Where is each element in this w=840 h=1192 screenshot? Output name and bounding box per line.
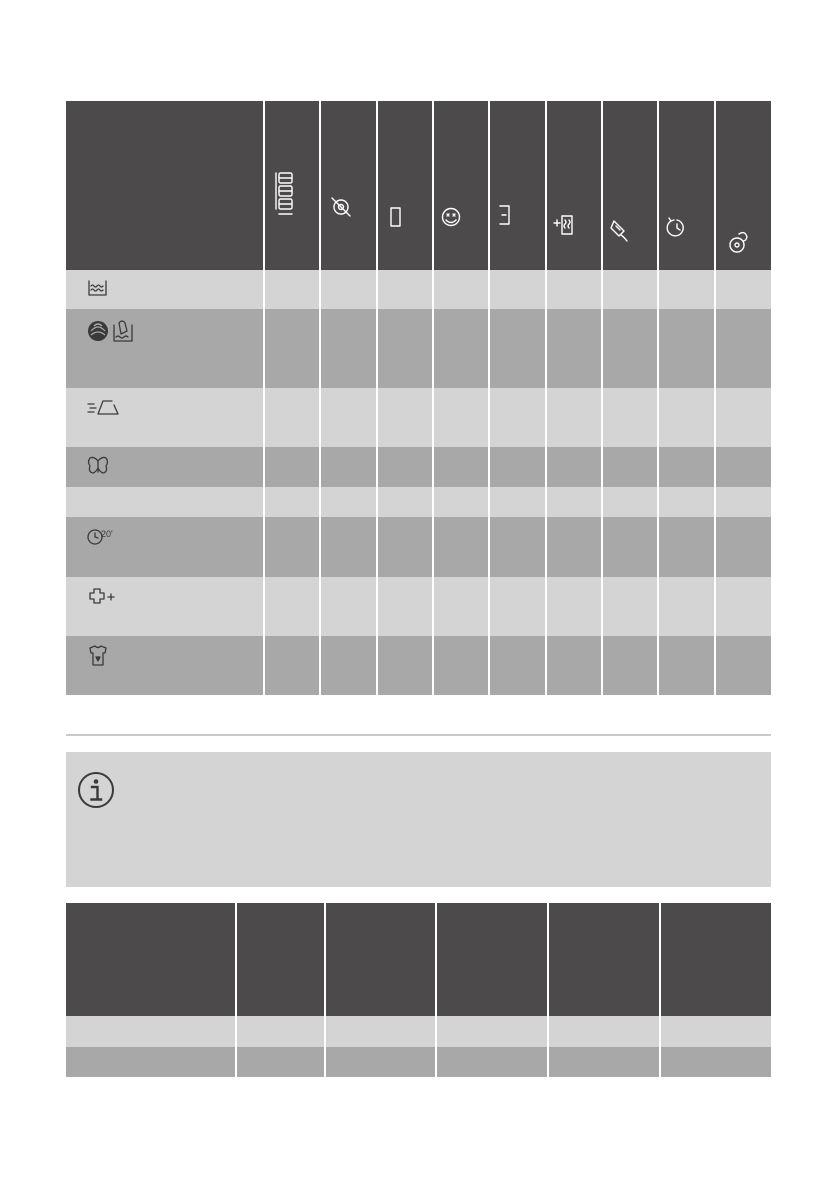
outdoor-icon [86, 585, 116, 614]
option-header-cell [658, 101, 714, 270]
table-row [66, 1047, 771, 1077]
program-cell [66, 517, 264, 577]
option-cell [546, 577, 602, 636]
program-cell [66, 636, 264, 695]
option-header-cell [264, 101, 320, 270]
table-cell [236, 1047, 325, 1077]
program-cell [66, 309, 264, 388]
option-cell [489, 636, 545, 695]
option-cell [658, 577, 714, 636]
column-separator [263, 101, 265, 695]
table-row [66, 270, 771, 309]
option-cell [602, 577, 658, 636]
option-cell [715, 388, 771, 447]
easy-iron-icon [608, 217, 634, 248]
option-cell [320, 309, 376, 388]
jeans-icon [86, 644, 110, 673]
program-cell [66, 447, 264, 487]
column-separator [435, 903, 437, 1077]
option-cell [320, 487, 376, 517]
start-pause-icon [727, 229, 753, 260]
table-cell [325, 1047, 436, 1077]
option-cell [433, 517, 489, 577]
section-divider [66, 734, 771, 736]
option-cell [658, 270, 714, 309]
column-separator [714, 101, 716, 695]
option-cell [602, 636, 658, 695]
option-cell [377, 388, 433, 447]
option-cell [264, 636, 320, 695]
header-cell [325, 903, 436, 1016]
program-cell [66, 270, 264, 309]
table-cell [66, 1016, 236, 1047]
option-cell [546, 636, 602, 695]
option-cell [264, 447, 320, 487]
option-cell [377, 577, 433, 636]
header-cell [66, 903, 236, 1016]
table-cell [436, 1047, 548, 1077]
column-separator [659, 903, 661, 1077]
option-header-cell [377, 101, 433, 270]
option-cell [264, 487, 320, 517]
option-cell [658, 309, 714, 388]
header-cell [548, 903, 660, 1016]
option-cell [489, 487, 545, 517]
header-label-cell [66, 101, 264, 270]
table-cell [236, 1016, 325, 1047]
option-cell [489, 270, 545, 309]
program-cell [66, 388, 264, 447]
option-cell [320, 388, 376, 447]
option-cell [264, 577, 320, 636]
option-cell [658, 636, 714, 695]
option-header-cell [433, 101, 489, 270]
column-separator [319, 101, 321, 695]
header-cell [236, 903, 325, 1016]
option-cell [546, 487, 602, 517]
option-cell [489, 517, 545, 577]
option-cell [715, 447, 771, 487]
column-separator [324, 903, 326, 1077]
option-cell [658, 388, 714, 447]
option-cell [320, 636, 376, 695]
column-separator [488, 101, 490, 695]
option-cell [320, 517, 376, 577]
option-cell [489, 447, 545, 487]
table-cell [548, 1047, 660, 1077]
info-note [66, 752, 771, 887]
option-cell [320, 577, 376, 636]
option-cell [489, 309, 545, 388]
option-cell [546, 388, 602, 447]
table-row [66, 1016, 771, 1047]
table-cell [436, 1016, 548, 1047]
option-cell [320, 270, 376, 309]
column-separator [545, 101, 547, 695]
option-cell [602, 309, 658, 388]
option-cell [546, 270, 602, 309]
door-lock-icon [496, 203, 514, 232]
option-cell [433, 447, 489, 487]
option-cell [658, 517, 714, 577]
table-row [66, 447, 771, 487]
option-cell [433, 309, 489, 388]
option-cell [433, 388, 489, 447]
easy-iron-program-icon [86, 396, 122, 423]
column-separator [601, 101, 603, 695]
option-cell [546, 447, 602, 487]
option-cell [715, 636, 771, 695]
table-cell [325, 1016, 436, 1047]
svg-text:20': 20' [101, 529, 113, 539]
column-separator [376, 101, 378, 695]
rinse-icon [86, 278, 110, 303]
column-separator [235, 903, 237, 1077]
option-cell [377, 270, 433, 309]
option-cell [602, 447, 658, 487]
option-cell [489, 388, 545, 447]
option-header-cell [489, 101, 545, 270]
option-cell [264, 388, 320, 447]
wool-handwash-icon [86, 317, 136, 350]
time-delay-icon [665, 216, 689, 245]
table-row [66, 577, 771, 636]
option-cell [264, 517, 320, 577]
table-row [66, 309, 771, 388]
no-spin-icon [329, 195, 353, 224]
delicates-icon [86, 455, 110, 482]
option-header-cell [602, 101, 658, 270]
header-cell [436, 903, 548, 1016]
20-min-icon [86, 525, 120, 552]
option-cell [546, 517, 602, 577]
program-cell [66, 577, 264, 636]
table-row [66, 636, 771, 695]
option-cell [264, 309, 320, 388]
option-cell [433, 487, 489, 517]
program-cell [66, 487, 264, 517]
option-cell [602, 388, 658, 447]
table-row [66, 487, 771, 517]
digit-display-icon [276, 171, 296, 226]
table-cell [660, 1047, 771, 1077]
option-header-cell [715, 101, 771, 270]
stain-icon [439, 205, 463, 234]
extra-rinse-icon [552, 213, 578, 242]
option-cell [715, 309, 771, 388]
option-cell [489, 577, 545, 636]
column-separator [432, 101, 434, 695]
option-cell [658, 487, 714, 517]
info-icon [75, 770, 119, 814]
table-row [66, 388, 771, 447]
option-cell [433, 577, 489, 636]
table-cell [66, 1047, 236, 1077]
option-cell [602, 270, 658, 309]
option-cell [320, 447, 376, 487]
option-cell [602, 487, 658, 517]
option-cell [377, 636, 433, 695]
door-icon [387, 205, 405, 234]
option-cell [377, 447, 433, 487]
table-cell [548, 1016, 660, 1047]
option-cell [602, 517, 658, 577]
option-cell [433, 270, 489, 309]
option-header-cell [546, 101, 602, 270]
table-row [66, 517, 771, 577]
table-cell [660, 1016, 771, 1047]
option-cell [715, 270, 771, 309]
option-cell [264, 270, 320, 309]
header-cell [660, 903, 771, 1016]
option-cell [433, 636, 489, 695]
option-cell [658, 447, 714, 487]
option-cell [377, 487, 433, 517]
option-cell [377, 517, 433, 577]
option-header-cell [320, 101, 376, 270]
option-cell [715, 487, 771, 517]
option-cell [546, 309, 602, 388]
option-cell [715, 577, 771, 636]
column-separator [657, 101, 659, 695]
option-cell [377, 309, 433, 388]
column-separator [547, 903, 549, 1077]
option-cell [715, 517, 771, 577]
